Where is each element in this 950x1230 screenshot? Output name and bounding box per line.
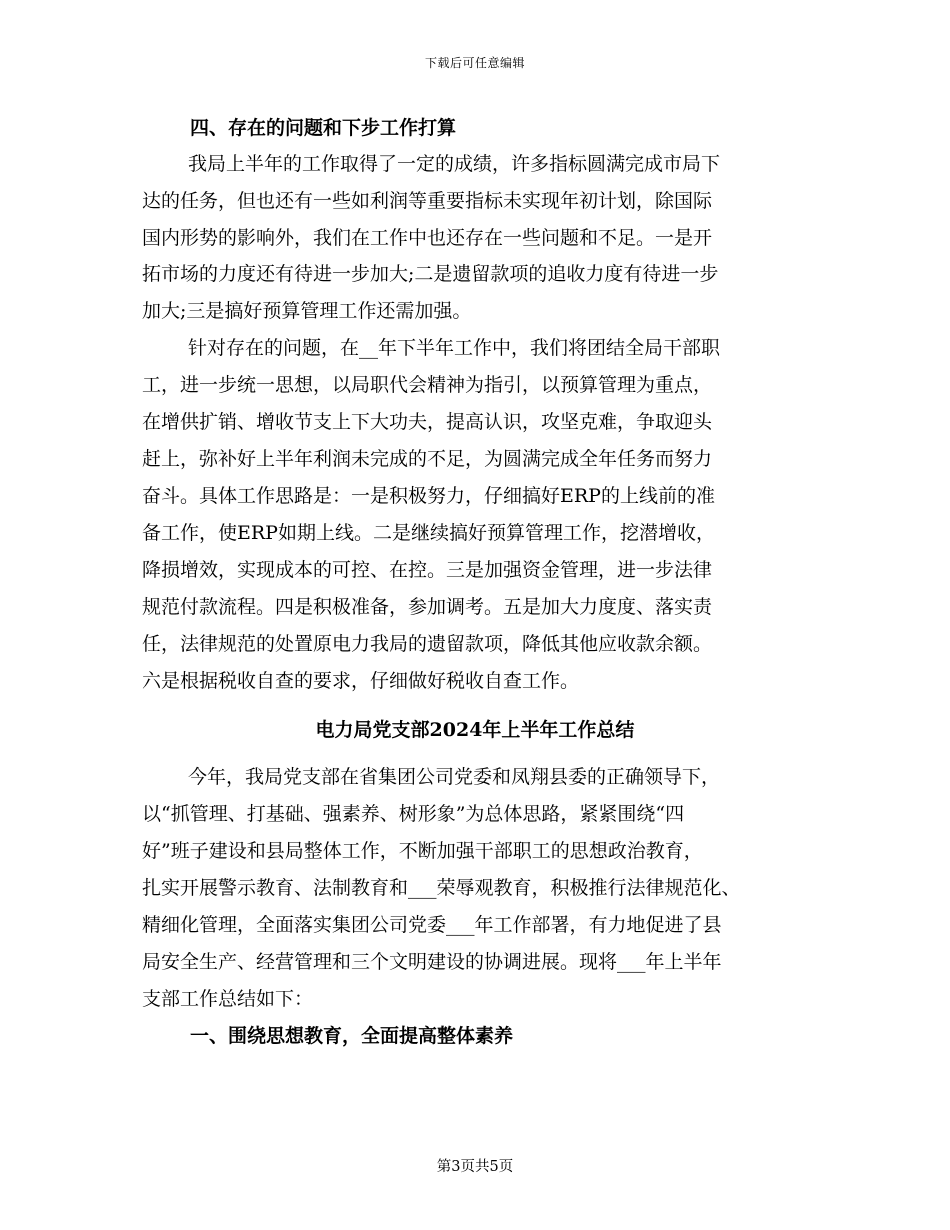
paragraph-line: 赶上，弥补好上半年利润未完成的不足，为圆满完成全年任务而努力 (142, 448, 713, 470)
paragraph-line: 今年，我局党支部在省集团公司党委和凤翔县委的正确领导下， (188, 766, 721, 788)
paragraph-line: 降损增效，实现成本的可控、在控。三是加强资金管理，进一步法律 (142, 559, 713, 581)
paragraph-line: 加大;三是搞好预算管理工作还需加强。 (142, 300, 472, 322)
paragraph-line: 备工作，使ERP如期上线。二是继续搞好预算管理工作，挖潜增收， (142, 522, 715, 544)
paragraph-line: 局安全生产、经营管理和三个文明建设的协调进展。现将___年上半年 (142, 951, 722, 973)
paragraph-line: 针对存在的问题，在__年下半年工作中，我们将团结全局干部职 (188, 337, 721, 359)
page-number: 第3页共5页 (436, 1159, 514, 1175)
page-header: 下载后可任意编辑 (424, 56, 525, 70)
paragraph-line: 拓市场的力度还有待进一步加大;二是遗留款项的追收力度有待进一步 (142, 263, 719, 285)
paragraph-line: 国内形势的影响外，我们在工作中也还存在一些问题和不足。一是开 (142, 227, 713, 249)
paragraph-line: 规范付款流程。四是积极准备，参加调考。五是加大力度度、落实责 (142, 596, 713, 618)
paragraph-line: 支部工作总结如下： (142, 988, 314, 1010)
paragraph-line: 精细化管理，全面落实集团公司党委___年工作部署，有力地促进了县 (142, 914, 722, 936)
paragraph-line: 在增供扩销、增收节支上下大功夫，提高认识，攻坚克难，争取迎头 (142, 411, 713, 433)
paragraph-line: 任，法律规范的处置原电力我局的遗留款项，降低其他应收款余额。 (142, 633, 713, 655)
document-title: 电力局党支部2024年上半年工作总结 (315, 719, 635, 741)
paragraph-line: 六是根据税收自查的要求，仔细做好税收自查工作。 (142, 670, 580, 692)
paragraph-line: 好”班子建设和县局整体工作，不断加强干部职工的思想政治教育， (142, 840, 703, 862)
paragraph-line: 扎实开展警示教育、法制教育和___荣辱观教育，积极推行法律规范化、 (142, 877, 741, 899)
paragraph-line: 奋斗。具体工作思路是：一是积极努力，仔细搞好ERP的上线前的准 (142, 485, 715, 507)
section-heading-4: 四、存在的问题和下步工作打算 (190, 117, 457, 139)
paragraph-line: 工，进一步统一思想，以局职代会精神为指引，以预算管理为重点， (142, 374, 713, 396)
paragraph-line: 我局上半年的工作取得了一定的成绩，许多指标圆满完成市局下 (188, 153, 721, 175)
section-heading-1: 一、围绕思想教育，全面提高整体素养 (190, 1025, 514, 1047)
paragraph-line: 以“抓管理、打基础、强素养、树形象”为总体思路，紧紧围绕“四 (142, 803, 685, 825)
paragraph-line: 达的任务，但也还有一些如利润等重要指标未实现年初计划，除国际 (142, 190, 713, 212)
